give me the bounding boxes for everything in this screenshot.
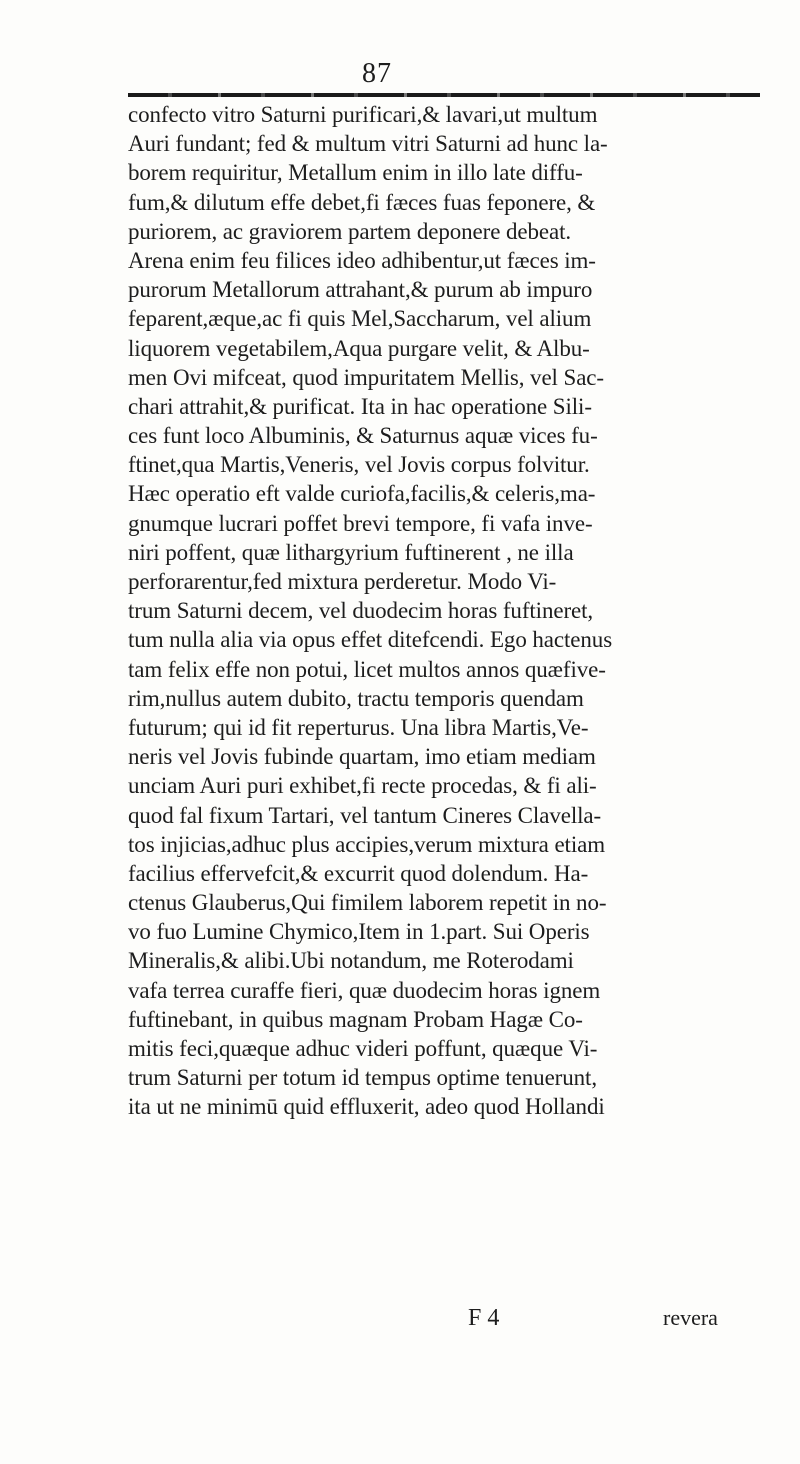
text-line: puriorem, ac graviorem partem deponere debeat. [128,218,572,244]
text-line: vo fuo Lumine Chymico,Item in 1.part. Sui Operis [128,919,590,945]
text-line: ces funt loco Albuminis, & Saturnus aquæ vices fu- [128,423,598,449]
text-line: ftinet,qua Martis,Veneris, vel Jovis corpus folvitur. [128,452,590,478]
text-line: men Ovi mifceat, quod impuritatem Mellis, vel Sac- [128,364,604,390]
text-line: borem requiritur, Metallum enim in illo late diffu- [128,160,583,186]
text-line: liquorem vegetabilem,Aqua purgare velit, & Albu- [128,335,590,361]
page-number: 87 [362,58,392,89]
body-text [128,100,768,1122]
signature-mark: F 4 [468,1305,500,1331]
text-line: futurum; qui id fit reperturus. Una libra Martis,Ve- [128,714,589,740]
text-line: tos injicias,adhuc plus accipies,verum mixtura etiam [128,831,606,857]
text-line: Auri fundant; fed & multum vitri Saturni ad hunc la- [128,131,608,157]
text-line: tum nulla alia via opus effet ditefcendi. Ego hactenus [128,627,613,653]
text-line: trum Saturni decem, vel duodecim horas fuftineret, [128,598,594,624]
text-line: facilius effervefcit,& excurrit quod dolendum. Ha- [128,860,589,886]
text-line: confecto vitro Saturni purificari,& lavari,ut multum [128,102,598,127]
text-line: gnumque lucrari poffet brevi tempore, fi vafa inve- [128,510,593,536]
text-line: tam felix effe non potui, licet multos annos quæfive- [128,656,606,682]
catchword: revera [663,1305,718,1330]
text-line: ctenus Glauberus,Qui fimilem laborem repetit in no- [128,890,607,916]
text-line: neris vel Jovis fubinde quartam, imo etiam mediam [128,744,596,770]
text-line: fuftinebant, in quibus magnam Probam Hagæ Co- [128,1006,583,1032]
text-line: Mineralis,& alibi.Ubi notandum, me Roterodami [128,948,574,974]
text-line: Arena enim feu filices ideo adhibentur,ut fæces im- [128,247,596,273]
text-line: niri poffent, quæ lithargyrium fuftinerent , ne illa [128,539,574,565]
header-rule [128,93,760,97]
text-line: fum,& dilutum effe debet,fi fæces fuas feponere, & [128,189,596,215]
text-line: chari attrahit,& purificat. Ita in hac operatione Sili- [128,393,592,419]
text-line: perforarentur,fed mixtura perderetur. Modo Vi- [128,569,557,594]
text-line: ita ut ne minimū quid effluxerit, adeo quod Hollandi [128,1094,605,1120]
text-line: vafa terrea curaffe fieri, quæ duodecim horas ignem [128,977,601,1003]
text-line: feparent,æque,ac fi quis Mel,Saccharum, vel alium [128,306,592,332]
text-line: purorum Metallorum attrahant,& purum ab impuro [128,277,593,303]
text-line: trum Saturni per totum id tempus optime tenuerunt, [128,1065,597,1091]
text-line: mitis feci,quæque adhuc videri poffunt, quæque Vi- [128,1036,598,1061]
text-line: Hæc operatio eft valde curiofa,facilis,& celeris,ma- [128,481,596,507]
text-line: quod fal fixum Tartari, vel tantum Cineres Clavella- [128,802,602,828]
text-line: rim,nullus autem dubito, tractu temporis quendam [128,685,584,711]
text-line: unciam Auri puri exhibet,fi recte procedas, & fi ali- [128,773,597,799]
